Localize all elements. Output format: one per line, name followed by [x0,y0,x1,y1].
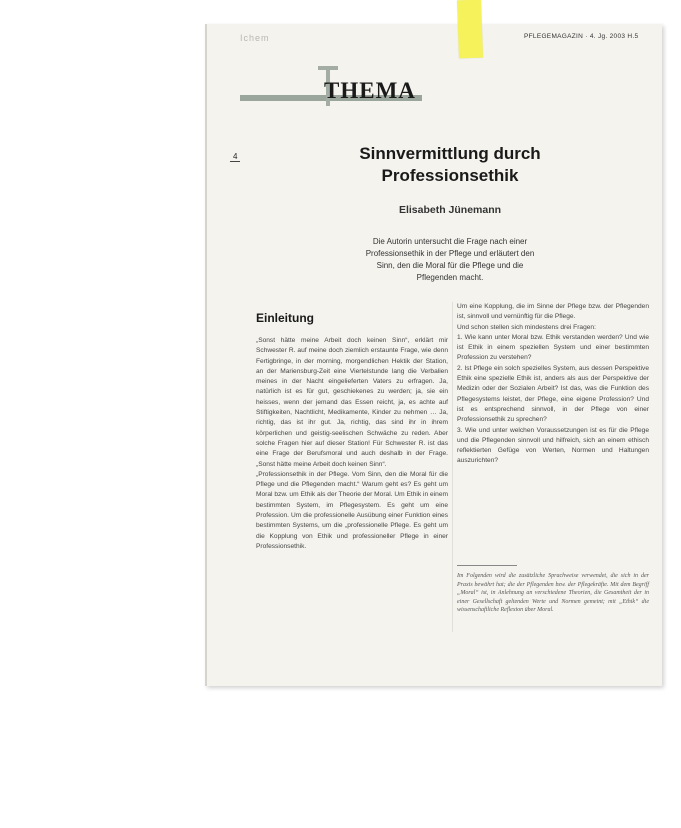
section-label-word: HEMA [340,78,416,103]
section-label-initial: T [324,78,341,103]
article-abstract [330,236,570,284]
article-author: Elisabeth Jünemann [398,204,502,216]
article-title [300,143,600,187]
journal-citation: PFLEGEMAGAZIN · 4. Jg. 2003 H.5 [524,33,639,40]
article-title-line-2: Professionsethik [381,166,519,185]
abstract-line-4: Pflegenden macht. [416,273,484,282]
body-paragraph: „Professionsethik in der Pflege. Vom Sinn, den die Moral für die Pflege und die Pflegenden macht.“ Warum geht es? Es geht um Moral bzw. um Ethik als der Theorie der Moral. Um Ethik in einem bestimmten System, im Pflegesystem. Es geht um eine Profession. Um die professionelle Ausübung einer Funktion eines bestimmten Systems, um die „professionelle Pflege. Es geht um die Kopplung von Ethik und professioneller Pflege in einer Professionsethik. [256,470,448,550]
abstract-line-1: Die Autorin untersucht die Frage nach einer [372,237,528,246]
body-paragraph: 2. Ist Pflege ein solch spezielles System, aus dessen Perspektive Ethik eine spezielle Ethik ist, anders als aus der Perspektive der Medizin oder der Sozialen Arbeit? Ist das, was die Funktion des Pflegesystems leistet, der Pflege, eine eigene Profession? Und ist es entsprechend sinnvoll, in der Pflege von einer Professionsethik zu sprechen? [457,364,649,424]
footnote: Im Folgenden wird die zusätzliche Sprachweise verwendet, die sich in der Praxis bewährt hat; die der Pflegenden bzw. der Pflegekräfte. Mit dem Begriff „Moral“ ist, in Anlehnung an verschiedene Theorien, die Gesamtheit der in einer Gesellschaft geltenden Werte und Normen gemeint; mit „Ethik“ die wissenschaftliche Reflexion über Moral. [457,573,649,614]
body-column-left [256,336,448,552]
column-gutter [452,302,453,632]
body-column-right [457,302,649,467]
yellow-sticky-note [457,0,483,58]
section-heading: Einleitung [256,311,314,325]
body-paragraph: Und schon stellen sich mindestens drei Fragen: [457,323,596,331]
body-paragraph: 3. Wie und unter welchen Voraussetzungen ist es für die Pflege und die Pflegenden sinnvoll und hilfreich, sich an einem ethisch reflektierten Gefüge von Werten, Normen und Haltungen auszurichten? [457,426,649,465]
body-paragraph: 1. Wie kann unter Moral bzw. Ethik verstanden werden? Und wie ist Ethik in einem speziellen System und einer bestimmten Profession zu verstehen? [457,333,649,362]
body-paragraph: „Sonst hätte meine Arbeit doch keinen Sinn“, erklärt mir Schwester R. auf meine doch ziemlich erstaunte Frage, wie denn Fertigbringe, in der morning, morgendlichen Hektik der Station, an der Mariensburg-Zeit eine Viertelstunde lang die Verbalien meines in der Nacht eingelieferten Vaters zu erfragen. Ja, natürlich ist es für gut, geschiekenes zu werden; ja, sie ein heisses, wenn der jemand das Essen reicht, ja, es achte auf Stiftigkeiten, Nachtlicht, Medikamente, Kinder zu nehmen … Ja, richtig, das ist ihr gut. Ja, richtig, das sind ihr in ihrem körperlichen und geistig-seelischen Schwäche zu reden. Aber solche Fragen hier auf dieser Station! Für Schwester R. ist das eine Frage der Berufsmoral und auch deshalb in der Frage. „Sonst hätte meine Arbeit doch keinen Sinn“. [256,337,448,468]
section-label [324,78,416,104]
abstract-line-2: Professionsethik in der Pflege und erläutert den [365,249,535,258]
footnote-divider [457,565,517,566]
page-edge-shadow [205,24,207,686]
header-left-mark: Ichem [240,33,270,43]
page-number: 4 [230,152,240,162]
article-title-line-1: Sinnvermittlung durch [359,144,541,163]
abstract-line-3: Sinn, den die Moral für die Pflege und die [376,261,524,270]
body-paragraph: Um eine Kopplung, die im Sinne der Pflege bzw. der Pflegenden ist, sinnvoll und vernünftig für die Pflege. [457,303,649,321]
